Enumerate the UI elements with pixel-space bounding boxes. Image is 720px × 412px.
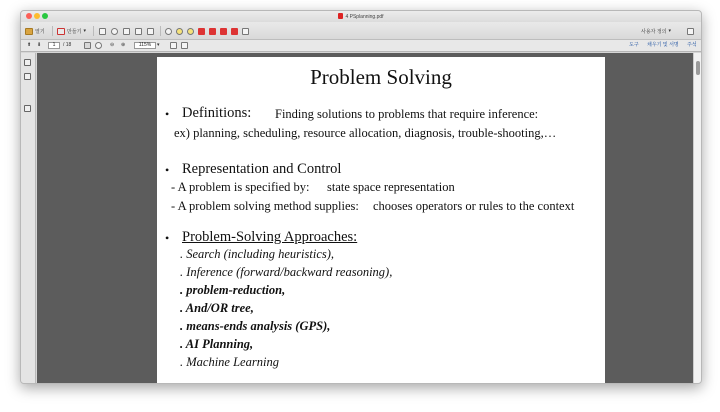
pdf-export-icon[interactable] [198, 28, 205, 35]
next-page-icon[interactable]: ⬇ [37, 42, 42, 48]
mail-icon[interactable] [147, 28, 154, 35]
method-value: chooses operators or rules to the context [373, 199, 575, 213]
toolbar-divider [52, 26, 53, 36]
open-label: 열기 [35, 28, 45, 35]
left-sidebar [21, 53, 36, 384]
customize-label: 사용자 정의 [641, 28, 667, 35]
comment-panel-tab[interactable]: 주석 [687, 42, 697, 48]
pdf-viewer-window [20, 10, 702, 384]
pdf-file-icon [338, 13, 343, 19]
tools-panel-tab[interactable]: 도구 [629, 42, 639, 48]
bookmarks-icon[interactable] [24, 73, 31, 80]
hand-tool-icon[interactable] [95, 42, 102, 49]
main-toolbar [21, 22, 701, 40]
create-button[interactable] [57, 26, 86, 36]
customize-button[interactable] [641, 26, 671, 36]
toolbar-divider [93, 26, 94, 36]
approaches-heading: Problem-Solving Approaches: [182, 229, 358, 245]
create-pdf-icon [57, 28, 65, 35]
page-number-input[interactable]: 1 [48, 42, 60, 49]
problem-spec-value: state space representation [327, 180, 455, 194]
pdf-combine-icon[interactable] [209, 28, 216, 35]
navigation-toolbar [21, 40, 701, 52]
definitions-heading: Definitions: [182, 105, 252, 121]
bullet-icon: • [165, 231, 170, 245]
page-total: / 18 [63, 42, 72, 48]
window-title [21, 13, 701, 20]
approach-item: . means-ends analysis (GPS), [180, 319, 331, 333]
document-viewer[interactable] [37, 53, 695, 384]
problem-spec-label: - A problem is specified by: [171, 180, 310, 194]
zoom-dropdown-icon[interactable]: ▾ [157, 42, 160, 48]
upload-cloud-icon[interactable] [111, 28, 118, 35]
pdf-page [157, 57, 605, 384]
chevron-down-icon: ▾ [668, 28, 672, 34]
approach-item: . Search (including heuristics), [180, 247, 335, 261]
approach-item: . Machine Learning [180, 355, 279, 369]
title-bar [21, 11, 701, 22]
full-screen-icon[interactable] [181, 42, 188, 49]
definitions-example: ex) planning, scheduling, resource allocation, diagnosis, trouble-shooting,… [174, 126, 557, 140]
folder-icon [25, 28, 33, 35]
approach-item: . problem-reduction, [180, 283, 286, 297]
highlight-icon[interactable] [187, 28, 194, 35]
settings-gear-icon[interactable] [165, 28, 172, 35]
approach-item: . And/OR tree, [180, 301, 254, 315]
zoom-out-icon[interactable]: ⊖ [110, 42, 115, 48]
bullet-icon: • [165, 163, 170, 177]
chevron-down-icon: ▾ [83, 28, 87, 34]
attachment-icon[interactable] [24, 105, 31, 112]
open-button[interactable] [25, 26, 45, 36]
toolbar-divider [160, 26, 161, 36]
vertical-scrollbar[interactable] [693, 53, 701, 384]
fill-sign-icon[interactable] [242, 28, 249, 35]
definitions-text: Finding solutions to problems that require inference: [275, 107, 539, 121]
approach-item: . Inference (forward/backward reasoning), [180, 265, 393, 279]
zoom-in-icon[interactable]: ⊕ [121, 42, 126, 48]
zoom-input[interactable]: 115% [134, 42, 156, 49]
method-label: - A problem solving method supplies: [171, 199, 359, 213]
edit-icon[interactable] [135, 28, 142, 35]
slide-title: Problem Solving [310, 65, 452, 89]
save-icon[interactable] [99, 28, 106, 35]
approach-item: . AI Planning, [180, 337, 254, 351]
pdf-protect-icon[interactable] [231, 28, 238, 35]
scrollbar-thumb[interactable] [696, 61, 700, 75]
print-icon[interactable] [123, 28, 130, 35]
fill-sign-panel-tab[interactable]: 채우기 및 서명 [647, 42, 679, 48]
prev-page-icon[interactable]: ⬆ [27, 42, 32, 48]
bullet-icon: • [165, 107, 170, 121]
select-cursor-icon[interactable] [84, 42, 91, 49]
pdf-organize-icon[interactable] [220, 28, 227, 35]
page-thumbnails-icon[interactable] [24, 59, 31, 66]
expand-icon[interactable] [687, 28, 694, 35]
comment-icon[interactable] [176, 28, 183, 35]
fit-page-icon[interactable] [170, 42, 177, 49]
create-label: 만들기 [67, 28, 82, 35]
representation-heading: Representation and Control [182, 161, 342, 177]
window-title-text: 4 PSplanning.pdf [345, 14, 384, 20]
